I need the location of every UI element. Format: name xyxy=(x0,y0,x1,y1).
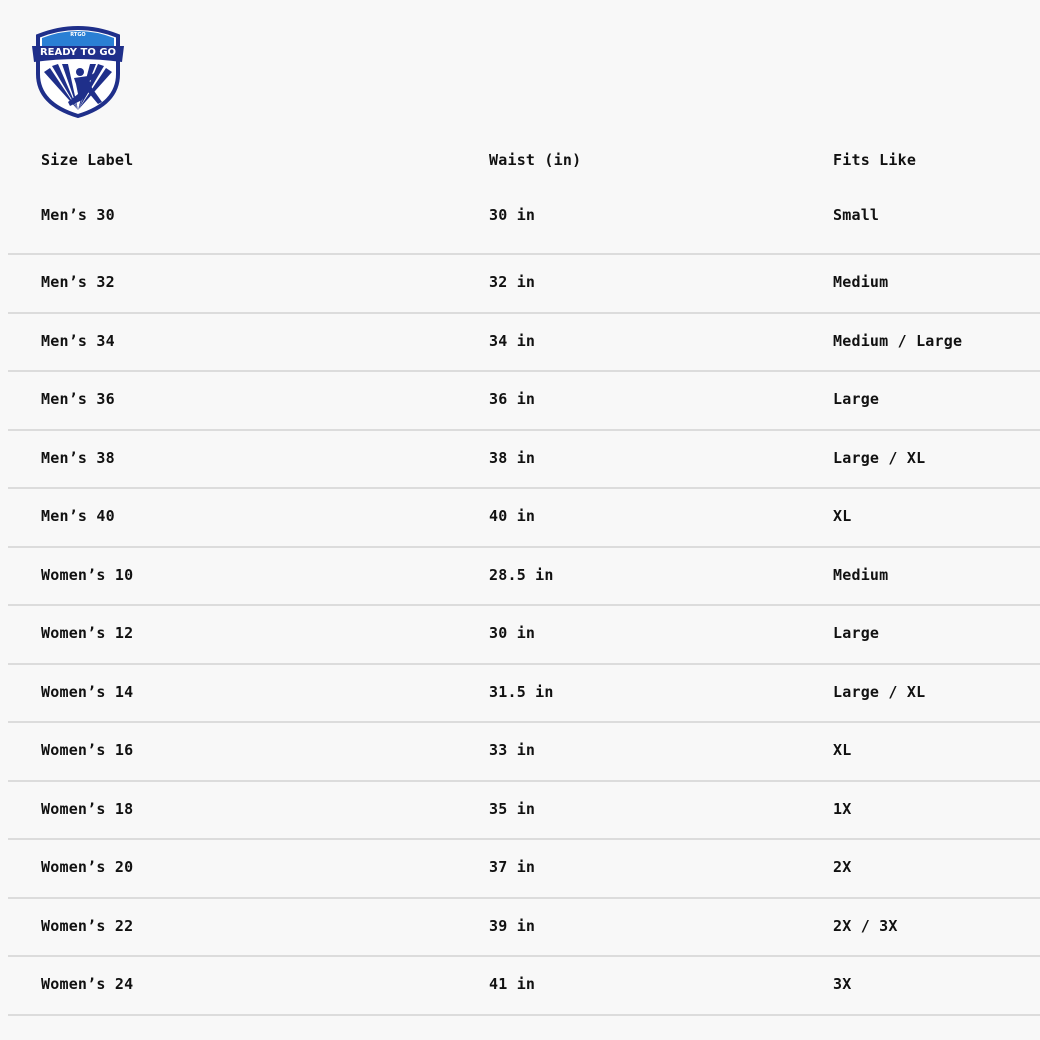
waist-cell: 41 in xyxy=(489,975,536,993)
waist-cell: 31.5 in xyxy=(489,682,554,701)
fits-like-cell: Large xyxy=(833,624,880,642)
size-label-cell: Men’s 38 xyxy=(41,448,115,467)
waist-cell: 28.5 in xyxy=(489,565,554,584)
waist-cell: 34 in xyxy=(489,331,536,350)
size-label-cell: Men’s 40 xyxy=(41,507,115,525)
fits-like-cell: 2X / 3X xyxy=(833,916,898,935)
size-label-cell: Men’s 30 xyxy=(41,206,115,224)
brand-logo xyxy=(30,22,126,118)
size-label-cell: Men’s 36 xyxy=(41,390,115,408)
size-label-cell: Women’s 12 xyxy=(41,624,134,642)
size-label-cell: Women’s 20 xyxy=(41,858,134,876)
header-size-label: Size Label xyxy=(41,151,134,169)
table-row xyxy=(8,255,1040,314)
size-label-cell: Women’s 10 xyxy=(41,565,134,584)
size-label-cell: Men’s 32 xyxy=(41,273,115,291)
table-row xyxy=(8,314,1040,373)
fits-like-cell: 3X xyxy=(833,975,852,993)
fits-like-cell: Large / XL xyxy=(833,682,926,701)
table-row xyxy=(8,899,1040,958)
size-label-cell: Men’s 34 xyxy=(41,331,115,350)
fits-like-cell: Large / XL xyxy=(833,448,926,467)
header-waist: Waist (in) xyxy=(489,151,582,169)
table-row xyxy=(8,957,1040,1016)
logo-top-text: RTGO xyxy=(70,32,86,38)
size-label-cell: Women’s 22 xyxy=(41,916,134,935)
fits-like-cell: 1X xyxy=(833,799,852,818)
fits-like-cell: XL xyxy=(833,507,852,525)
waist-cell: 39 in xyxy=(489,916,536,935)
fits-like-cell: Medium / Large xyxy=(833,331,963,350)
fits-like-cell: 2X xyxy=(833,858,852,876)
waist-cell: 33 in xyxy=(489,741,536,759)
waist-cell: 37 in xyxy=(489,858,536,876)
waist-cell: 32 in xyxy=(489,273,536,291)
waist-cell: 36 in xyxy=(489,390,536,408)
table-row xyxy=(8,489,1040,548)
table-row xyxy=(8,665,1040,724)
size-label-cell: Women’s 14 xyxy=(41,682,134,701)
size-label-cell: Women’s 16 xyxy=(41,741,134,759)
waist-cell: 30 in xyxy=(489,624,536,642)
waist-cell: 40 in xyxy=(489,507,536,525)
fits-like-cell: XL xyxy=(833,741,852,759)
shield-logo-icon xyxy=(30,22,126,118)
logo-main-text: READY TO GO xyxy=(39,47,117,58)
fits-like-cell: Medium xyxy=(833,273,889,291)
size-label-cell: Women’s 24 xyxy=(41,975,134,993)
table-header-row xyxy=(8,132,1040,188)
table-row xyxy=(8,431,1040,490)
fits-like-cell: Small xyxy=(833,206,880,224)
fits-like-cell: Large xyxy=(833,390,880,408)
waist-cell: 38 in xyxy=(489,448,536,467)
size-label-cell: Women’s 18 xyxy=(41,799,134,818)
header-fits-like: Fits Like xyxy=(833,151,917,169)
table-row xyxy=(8,840,1040,899)
table-row xyxy=(8,782,1040,841)
size-chart-table xyxy=(8,132,1040,1016)
table-row xyxy=(8,372,1040,431)
fits-like-cell: Medium xyxy=(833,565,889,584)
table-row xyxy=(8,723,1040,782)
waist-cell: 35 in xyxy=(489,799,536,818)
table-row xyxy=(8,606,1040,665)
waist-cell: 30 in xyxy=(489,206,536,224)
table-row xyxy=(8,548,1040,607)
table-row xyxy=(8,188,1040,255)
logo-sub-text: APPAREL xyxy=(65,59,91,63)
